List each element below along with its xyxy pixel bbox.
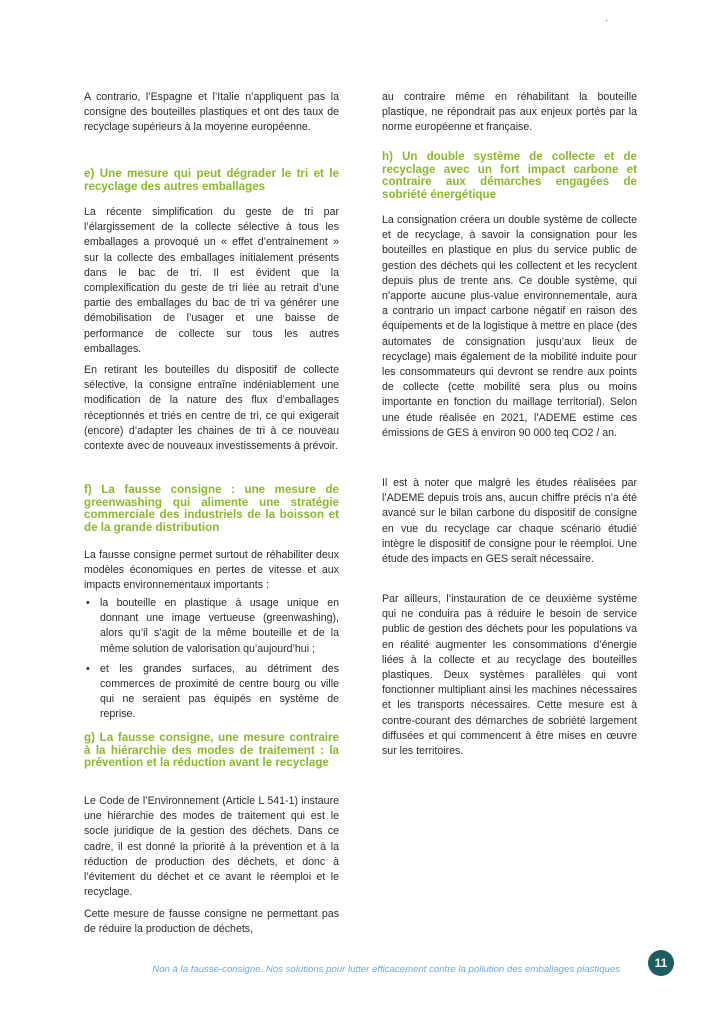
paragraph-f-1: La fausse consigne permet surtout de réhabiliter deux modèles économiques en pertes de vitesse et aux impacts environnementaux importants : (84, 549, 339, 592)
list-item-text: et les grandes surfaces, au détriment des commerces de proximité de centre bourg ou ville qui ne seraient pas équipés en système de reprise. (100, 662, 339, 721)
paragraph-e-2: En retirant les bouteilles du dispositif de collecte sélective, la consigne entraîne indéniablement une modification de la nature des flux d’emballages réceptionnés et triés en centre de tri, ce qui exigerait (encore) d’adapter les chaines de tri à ce nouveau contexte avec de nouveaux investissements à prévoir. (84, 364, 339, 453)
paragraph-e-1: La récente simplification du geste de tri par l’élargissement de la collecte sélective à tous les emballages a provoqué un « effet d’entrainement » sur la collecte des emballages initialement présents dans le bac de tri. Il est évident que la complexification du geste de tri liée au retrait d’une partie des emballages du bac de tri va générer une démobilisation de l’usager et une baisse de performance de collecte sur tous les autres emballages. (84, 206, 339, 355)
list-item-text: la bouteille en plastique à usage unique en donnant une image vertueuse (greenwashing), alors qu’il s’agit de la même bouteille et de la même solution de valorisation qu’aujourd’hui ; (100, 597, 339, 655)
paragraph-g-2: Cette mesure de fausse consigne ne permettant pas de réduire la production de déchets, (84, 908, 339, 936)
list-item (84, 596, 339, 657)
stray-mark: · (605, 15, 609, 26)
paragraph-h-3: Par ailleurs, l’instauration de ce deuxième système qui ne conduira pas à réduire le besoin de service public de gestion des déchets pour les populations va en réalité augmenter les consommations d’énergie liées à la collecte et au recyclage des bouteilles plastiques. Deux systèmes parallèles qui vont fonctionner multipliant ainsi les machines nécessaires et les transports nécessaires. Cette mesure est à contre-courant des démarches de sobriété largement diffusées et qui commencent à être mises en œuvre sur les territoires. (382, 593, 637, 758)
heading-section-g: g) La fausse consigne, une mesure contraire à la hiérarchie des modes de traitement : la prévention et la réduction avant le recyclage (84, 731, 339, 770)
page-number-badge: 11 (648, 950, 674, 976)
footer-tagline: Non à la fausse-consigne. Nos solutions pour lutter efficacement contre la pollution des emballages plastiques (152, 964, 620, 975)
heading-section-h: h) Un double système de collecte et de recyclage avec un fort impact carbone et contraire aux démarches engagées de sobriété énergétique (382, 150, 637, 201)
heading-section-f: f) La fausse consigne : une mesure de greenwashing qui alimente une stratégie commerciale des industriels de la boisson et de la grande distribution (84, 483, 339, 534)
bullet-list (84, 596, 339, 723)
heading-section-e: e) Une mesure qui peut dégrader le tri et le recyclage des autres emballages (84, 167, 339, 193)
paragraph-g-1: Le Code de l’Environnement (Article L 541-1) instaure une hiérarchie des modes de traitement qui est le socle juridique de la gestion des déchets. Dans ce cadre, il est donné la priorité à la prévention et à la réduction de production des déchets, et donc à l’évitement du déchet et ce avant le réemploi et le recyclage. (84, 795, 339, 899)
bullet-icon: • (86, 662, 90, 675)
paragraph-h-1: La consignation créera un double système de collecte et de recyclage, à savoir la consignation pour les bouteilles en plastique en plus du service public de gestion des déchets qui les collectent et les recyclent depuis plus de trente ans. Ce double système, qui n’apporte aucune plus-value environnementale, aura a contrario un impact carbone négatif en raison des équipements et de la logistique à mettre en place (des automates de consignation jusqu’aux lieux de recyclage) mais également de la mobilité induite pour les consommateurs qui devront se rendre aux points de collecte (cette mobilité sera plus ou moins importante en fonction du maillage territorial). Selon une étude réalisée en 2021, l’ADEME estime ces émissions de GES à environ 90 000 teq CO2 / an. (382, 214, 637, 439)
bullet-icon: • (86, 597, 90, 609)
paragraph-intro: A contrario, l’Espagne et l’Italie n’appliquent pas la consigne des bouteilles plastiques et ont des taux de recyclage supérieurs à la moyenne européenne. (84, 91, 339, 134)
paragraph-h-2: Il est à noter que malgré les études réalisées par l’ADEME depuis trois ans, aucun chiffre précis n’a été avancé sur le bilan carbone du dispositif de consigne en vue du recyclage car chaque scénario étudié intègre le dispositif de consigne pour le réemploi. Une étude des impacts en GES serait nécessaire. (382, 477, 637, 566)
paragraph-continued: au contraire même en réhabilitant la bouteille plastique, ne répondrait pas aux enjeux portés par la norme européenne et française. (382, 91, 637, 134)
list-item (84, 662, 339, 723)
